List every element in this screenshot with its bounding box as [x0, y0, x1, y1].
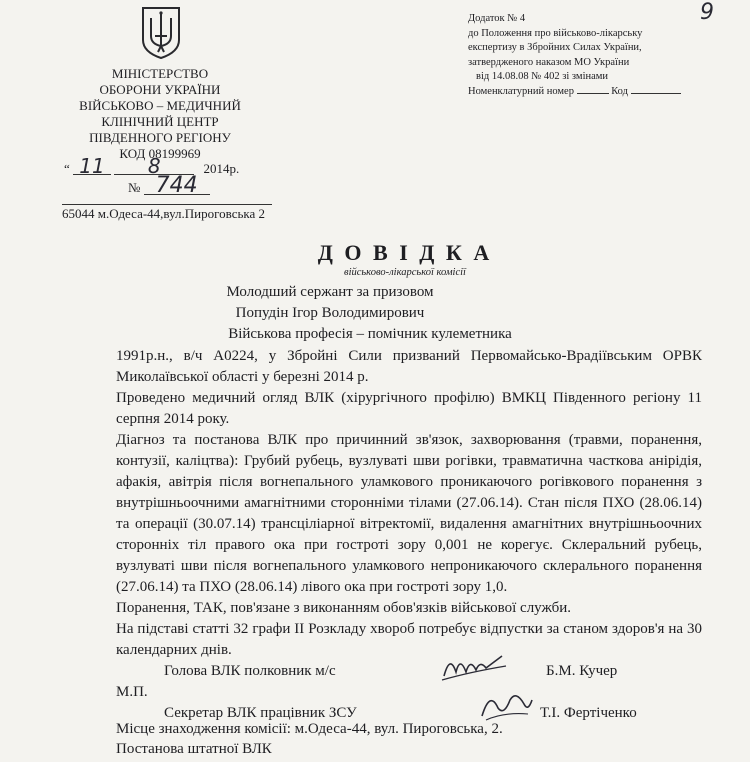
paragraph-birth: 1991р.н., в/ч А0224, у Збройні Сили призваний Первомайсько-Врадіївським ОРВК Миколаївської області у березні 2014 р.: [116, 348, 702, 385]
head-name: Б.М. Кучер: [546, 663, 618, 679]
date-year: 2014р.: [203, 161, 240, 176]
appendix-line: до Положення про військово-лікарську: [468, 27, 643, 39]
stamp-label: М.П.: [116, 684, 148, 700]
paragraph-basis: На підставі статті 32 графи II Розкладу хвороб потребує відпустки за станом здоров'я на 30 календарних днів.: [116, 621, 702, 658]
document-number: 744: [144, 178, 210, 195]
code-label: Код: [611, 85, 628, 97]
ministry-code: КОД 08199969: [119, 146, 201, 161]
coat-of-arms-icon: [140, 6, 182, 60]
person-rank: Молодший сержант за призовом: [226, 284, 434, 300]
ministry-line: КЛІНІЧНИЙ ЦЕНТР: [101, 114, 219, 129]
nomenclature-label: Номенклатурний номер: [468, 85, 574, 97]
number-row: [128, 173, 210, 198]
address: 65044 м.Одеса-44,вул.Пироговська 2: [62, 206, 266, 221]
head-signature-icon: [440, 648, 510, 684]
nomenclature-blank: [577, 93, 609, 94]
date-month: 8: [114, 158, 194, 175]
footer-line: Постанова штатної ВЛК: [116, 741, 272, 757]
ministry-line: МІНІСТЕРСТВО: [111, 66, 209, 81]
appendix-line: Додаток № 4: [468, 13, 526, 24]
document-title: Д О В І Д К А: [317, 240, 493, 265]
appendix-line: експертизу в Збройних Силах України,: [468, 42, 642, 53]
paragraph-exam: Проведено медичний огляд ВЛК (хірургічного профілю) ВМКЦ Південного регіону 11 серпня 2014 року.: [116, 390, 702, 427]
person-name: Попудін Ігор Володимирович: [235, 305, 425, 321]
page-number: 9: [700, 0, 714, 25]
ministry-block: [60, 66, 260, 162]
address-divider: [62, 204, 272, 205]
appendix-line: затвердженого наказом МО України: [468, 56, 630, 68]
code-blank: [631, 93, 681, 94]
paragraph-wound: Поранення, ТАК, пов'язане з виконанням обов'язків військової служби.: [116, 600, 572, 616]
appendix-block: [468, 12, 698, 99]
ministry-line: ПІВДЕННОГО РЕГІОНУ: [89, 130, 231, 145]
paragraph-diagnosis: Діагноз та постанова ВЛК про причинний зв'язок, захворювання (травми, поранення, контузії, каліцтва): Грубий рубець, вузлуваті шви рогівки, травматична часткова анірідія, афакія, авітрія після вогнепального уламкового проникаючого рогівкового поранення з внутрішньоочними амагнітними сторонніми тілами (27.06.14). Стан після ПХО (28.06.14) та операції (30.07.14) трансціліарної вітректомії, видалення амагнітних внутрішньоочних сторонніх тіл правого ока при гостроті зору 0,001 не корегує. Склеральний рубець, вузлуваті шви після вогнепального уламкового непроникаючого склерального поранення (27.06.14) та ПХО (28.06.14) лівого ока при гостроті зору 1,0.: [116, 432, 702, 595]
nomenclature-row: [468, 85, 698, 100]
date-prefix: “: [64, 161, 70, 176]
date-day: 11: [73, 158, 111, 175]
number-label: №: [128, 180, 141, 195]
appendix-line: від 14.08.08 № 402 зі змінами: [476, 71, 609, 82]
secretary-name: Т.І. Фертіченко: [540, 705, 637, 721]
commission-location: Місце знаходження комісії: м.Одеса-44, вул. Пироговська, 2.: [116, 721, 503, 737]
head-label: Голова ВЛК полковник м/с: [164, 663, 336, 679]
secretary-label: Секретар ВЛК працівник ЗСУ: [164, 705, 357, 721]
person-profession: Військова професія – помічник кулеметника: [228, 326, 512, 342]
ministry-line: ВІЙСЬКОВО – МЕДИЧНИЙ: [79, 98, 241, 113]
document-subtitle: військово-лікарської комісії: [344, 267, 466, 278]
ministry-line: ОБОРОНИ УКРАЇНИ: [99, 82, 221, 97]
